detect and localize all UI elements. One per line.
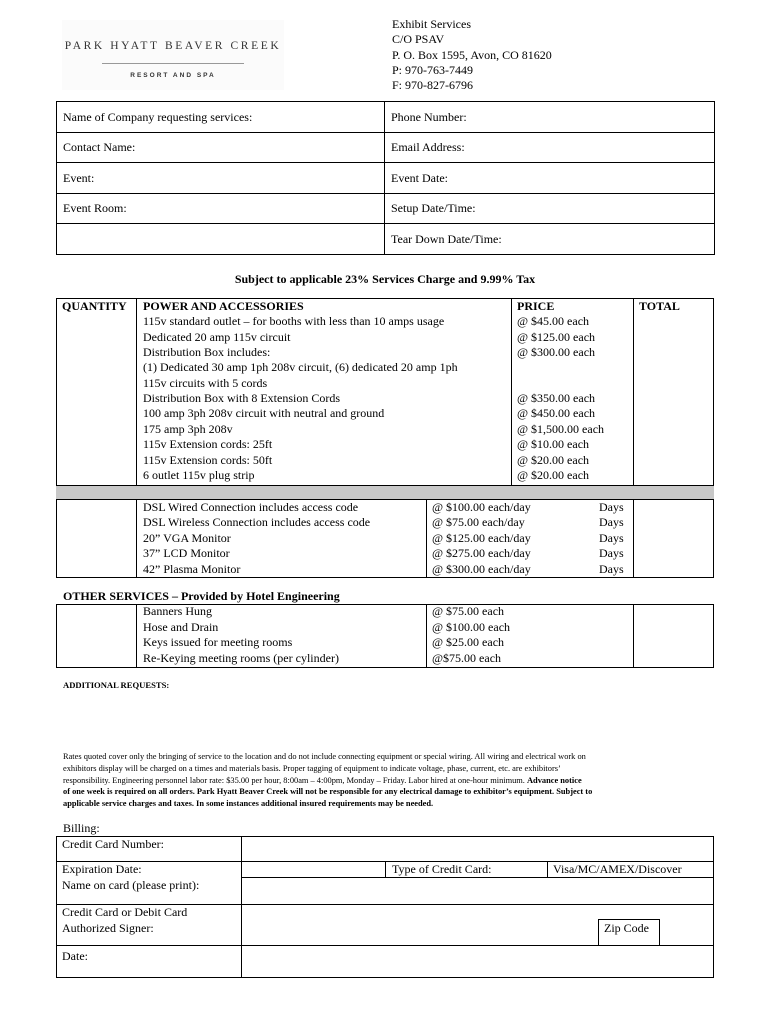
av-item-price: @ $125.00 each/day [432, 531, 531, 545]
av-item-days: Days [599, 515, 624, 529]
credit-card-number-field[interactable]: Credit Card Number: [62, 837, 164, 851]
row-rule [598, 919, 660, 920]
contact-name-field[interactable]: Contact Name: [57, 133, 385, 163]
other-services-title: OTHER SERVICES – Provided by Hotel Engineering [63, 589, 340, 603]
av-item-price: @ $100.00 each/day [432, 500, 531, 514]
table-border [713, 298, 714, 578]
company-name-field[interactable]: Name of Company requesting services: [57, 102, 385, 133]
power-item: 115v standard outlet – for booths with less than 10 amps usage [143, 314, 445, 328]
power-item: 6 outlet 115v plug strip [143, 468, 255, 482]
column-rule [511, 298, 512, 485]
column-rule [385, 861, 386, 877]
service-item-price: @$75.00 each [432, 651, 502, 665]
column-rule [633, 604, 634, 668]
address-line: Exhibit Services [392, 17, 471, 31]
column-rule [659, 919, 660, 945]
blank-field[interactable] [57, 224, 385, 255]
service-item: Re-Keying meeting rooms (per cylinder) [143, 651, 339, 665]
power-item-price: @ $1,500.00 each [517, 422, 605, 436]
service-item-price: @ $75.00 each [432, 604, 505, 618]
power-item-price: @ $10.00 each [517, 437, 590, 451]
address-line: F: 970-827-6796 [392, 78, 473, 92]
phone-number-field[interactable]: Phone Number: [385, 102, 715, 133]
column-rule [547, 861, 548, 877]
column-rule [136, 298, 137, 578]
section-separator-band [56, 485, 714, 500]
av-item: 42” Plasma Monitor [143, 562, 241, 576]
event-field[interactable]: Event: [57, 163, 385, 194]
billing-table [56, 836, 714, 978]
terms-paragraph [63, 751, 723, 810]
logo-divider [102, 63, 244, 64]
expiration-date-field[interactable]: Expiration Date: [62, 862, 142, 876]
date-field[interactable]: Date: [62, 949, 88, 963]
service-charge-notice: Subject to applicable 23% Services Charge and 9.99% Tax [234, 272, 536, 286]
av-item: DSL Wired Connection includes access code [143, 500, 359, 514]
terms-line: responsibility. Engineering personnel labor rate: $35.00 per hour, 8:00am – 4:00pm, Monday – Friday. Labor hired at one-hour minimum. [63, 775, 527, 785]
address-line: P. O. Box 1595, Avon, CO 81620 [392, 48, 552, 62]
service-item-price: @ $25.00 each [432, 635, 505, 649]
power-item: 115v Extension cords: 25ft [143, 437, 273, 451]
table-border [713, 604, 714, 668]
column-rule [136, 604, 137, 668]
price-header: PRICE [517, 299, 555, 313]
additional-requests-label: ADDITIONAL REQUESTS: [63, 680, 170, 690]
credit-card-type-field[interactable]: Type of Credit Card: [392, 862, 492, 876]
power-item: (1) Dedicated 30 amp 1ph 208v circuit, (6) dedicated 20 amp 1ph [143, 360, 458, 374]
table-border [56, 667, 714, 668]
av-item-price: @ $300.00 each/day [432, 562, 531, 576]
av-item-days: Days [599, 562, 624, 576]
email-address-field[interactable]: Email Address: [385, 133, 715, 163]
power-item: 115v circuits with 5 cords [143, 376, 268, 390]
power-item-price: @ $350.00 each [517, 391, 596, 405]
column-rule [241, 836, 242, 978]
power-item: 175 amp 3ph 208v [143, 422, 233, 436]
credit-card-type-options[interactable]: Visa/MC/AMEX/Discover [553, 862, 682, 876]
setup-date-time-field[interactable]: Setup Date/Time: [385, 194, 715, 224]
authorized-signer-field[interactable]: Credit Card or Debit Card [62, 905, 188, 919]
zip-code-field[interactable]: Zip Code [604, 921, 649, 935]
name-on-card-field[interactable]: Name on card (please print): [62, 878, 200, 892]
table-border [713, 836, 714, 978]
power-accessories-header: POWER AND ACCESSORIES [143, 299, 304, 313]
power-item-price: @ $125.00 each [517, 330, 596, 344]
column-rule [598, 919, 599, 945]
power-item-price: @ $450.00 each [517, 406, 596, 420]
av-item-days: Days [599, 531, 624, 545]
address-line: P: 970-763-7449 [392, 63, 473, 77]
terms-emphasis: Advance notice [527, 775, 582, 785]
power-item: Dedicated 20 amp 115v circuit [143, 330, 291, 344]
av-item-price: @ $275.00 each/day [432, 546, 531, 560]
power-item-price: @ $20.00 each [517, 453, 590, 467]
hotel-logo [62, 20, 284, 90]
av-item-price: @ $75.00 each/day [432, 515, 525, 529]
service-item: Keys issued for meeting rooms [143, 635, 293, 649]
terms-line: applicable service charges and taxes. In some instances additional insured requirements may be needed. [63, 799, 434, 809]
table-border [56, 836, 57, 978]
table-border [56, 977, 714, 978]
terms-line: of one week is required on all orders. Park Hyatt Beaver Creek will not be responsible for any electrical damage to exhibitor’s equipment. Subject to [63, 787, 593, 797]
column-rule [633, 298, 634, 578]
event-date-field[interactable]: Event Date: [385, 163, 715, 194]
av-item-days: Days [599, 546, 624, 560]
logo-subtitle: RESORT AND SPA [130, 72, 216, 79]
terms-line: Rates quoted cover only the bringing of service to the location and do not include connecting equipment or special wiring. All wiring and electrical work on [63, 752, 586, 761]
row-rule [56, 945, 714, 946]
table-border [56, 298, 57, 578]
terms-line: exhibitors display will be charged on a times and materials basis. Proper tagging of equipment to indicate voltage, phase, current, etc. are exhibitors’ [63, 763, 561, 773]
power-item-price: @ $45.00 each [517, 314, 590, 328]
column-rule [426, 500, 427, 578]
av-item: 20” VGA Monitor [143, 531, 231, 545]
service-item: Banners Hung [143, 604, 212, 618]
power-item-price: @ $20.00 each [517, 468, 590, 482]
authorized-signer-label: Authorized Signer: [62, 921, 154, 935]
av-item: 37” LCD Monitor [143, 546, 230, 560]
service-item: Hose and Drain [143, 620, 219, 634]
power-item-price: @ $300.00 each [517, 345, 596, 359]
column-rule [426, 604, 427, 668]
av-item-days: Days [599, 500, 624, 514]
service-item-price: @ $100.00 each [432, 620, 511, 634]
billing-title: Billing: [63, 821, 100, 835]
power-item: Distribution Box with 8 Extension Cords [143, 391, 341, 405]
power-item: 100 amp 3ph 208v circuit with neutral and ground [143, 406, 385, 420]
table-border [56, 604, 57, 668]
tear-down-date-time-field[interactable]: Tear Down Date/Time: [385, 224, 715, 255]
power-accessories-table [56, 298, 714, 578]
event-room-field[interactable]: Event Room: [57, 194, 385, 224]
logo-name: PARK HYATT BEAVER CREEK [64, 40, 282, 52]
av-item: DSL Wireless Connection includes access code [143, 515, 371, 529]
quantity-header: QUANTITY [62, 299, 127, 313]
other-services-table [56, 604, 714, 668]
contact-form-table [56, 101, 715, 255]
total-header: TOTAL [639, 299, 680, 313]
power-item: 115v Extension cords: 50ft [143, 453, 273, 467]
address-line: C/O PSAV [392, 32, 445, 46]
power-item: Distribution Box includes: [143, 345, 271, 359]
